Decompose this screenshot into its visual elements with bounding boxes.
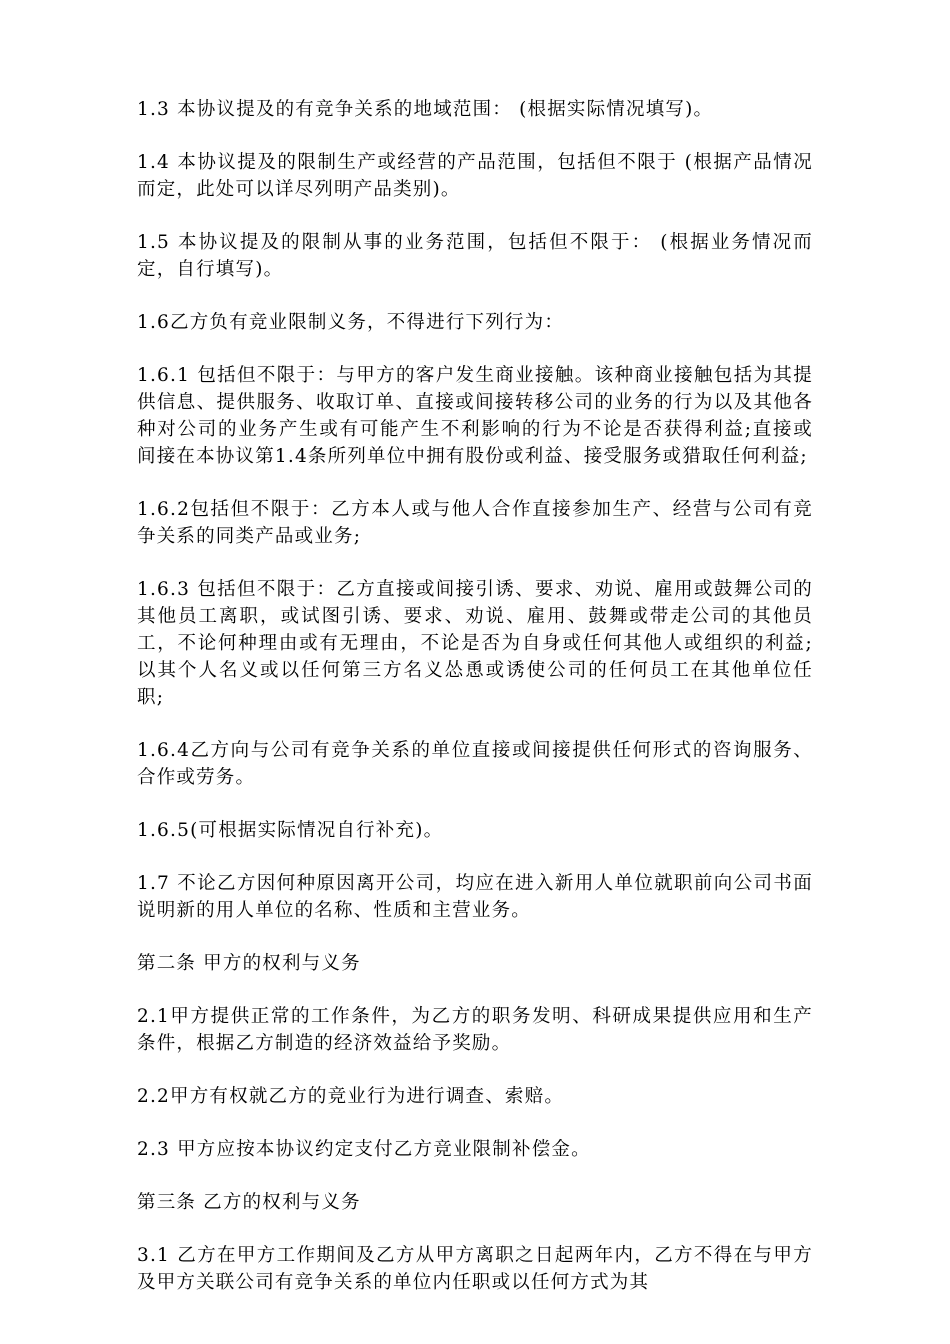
clause-1-7: 1.7 不论乙方因何种原因离开公司，均应在进入新用人单位就职前向公司书面说明新的用人单位的名称、性质和主营业务。 [137, 873, 813, 921]
clause-2-2: 2.2甲方有权就乙方的竞业行为进行调查、索赔。 [137, 1086, 565, 1107]
clause-1-6-2: 1.6.2包括但不限于：乙方本人或与他人合作直接参加生产、经营与公司有竞争关系的同类产品或业务; [137, 499, 813, 547]
clause-2-1: 2.1甲方提供正常的工作条件，为乙方的职务发明、科研成果提供应用和生产条件，根据乙方制造的经济效益给予奖励。 [137, 1006, 813, 1054]
clause-1-4: 1.4 本协议提及的限制生产或经营的产品范围，包括但不限于 (根据产品情况而定，此处可以详尽列明产品类别)。 [137, 152, 813, 200]
clause-1-6-1: 1.6.1 包括但不限于：与甲方的客户发生商业接触。该种商业接触包括为其提供信息、提供服务、收取订单、直接或间接转移公司的业务的行为以及其他各种对公司的业务产生或有可能产生不利影响的行为不论是否获得利益;直接或间接在本协议第1.4条所列单位中拥有股份或利益、接受服务或猎取任何利益; [137, 365, 813, 467]
clause-3-1: 3.1 乙方在甲方工作期间及乙方从甲方离职之日起两年内，乙方不得在与甲方及甲方关联公司有竞争关系的单位内任职或以任何方式为其 [137, 1245, 813, 1293]
clause-1-6-5: 1.6.5(可根据实际情况自行补充)。 [137, 820, 444, 841]
section-heading-article-2: 第二条 甲方的权利与义务 [137, 953, 361, 974]
clause-1-6-3: 1.6.3 包括但不限于：乙方直接或间接引诱、要求、劝说、雇用或鼓舞公司的其他员工离职，或试图引诱、要求、劝说、雇用、鼓舞或带走公司的其他员工，不论何种理由或有无理由，不论是否为自身或任何其他人或组织的利益;以其个人名义或以任何第三方名义怂恿或诱使公司的任何员工在其他单位任职; [137, 579, 813, 708]
clause-2-3: 2.3 甲方应按本协议约定支付乙方竞业限制补偿金。 [137, 1139, 591, 1160]
clause-1-5: 1.5 本协议提及的限制从事的业务范围，包括但不限于： (根据业务情况而定，自行填写)。 [137, 232, 813, 280]
document-page [137, 96, 813, 1322]
clause-1-6-4: 1.6.4乙方向与公司有竞争关系的单位直接或间接提供任何形式的咨询服务、合作或劳务。 [137, 740, 813, 788]
section-heading-article-3: 第三条 乙方的权利与义务 [137, 1192, 361, 1213]
clause-1-3: 1.3 本协议提及的有竞争关系的地域范围： (根据实际情况填写)。 [137, 99, 714, 120]
clause-1-6: 1.6乙方负有竞业限制义务，不得进行下列行为： [137, 312, 565, 333]
